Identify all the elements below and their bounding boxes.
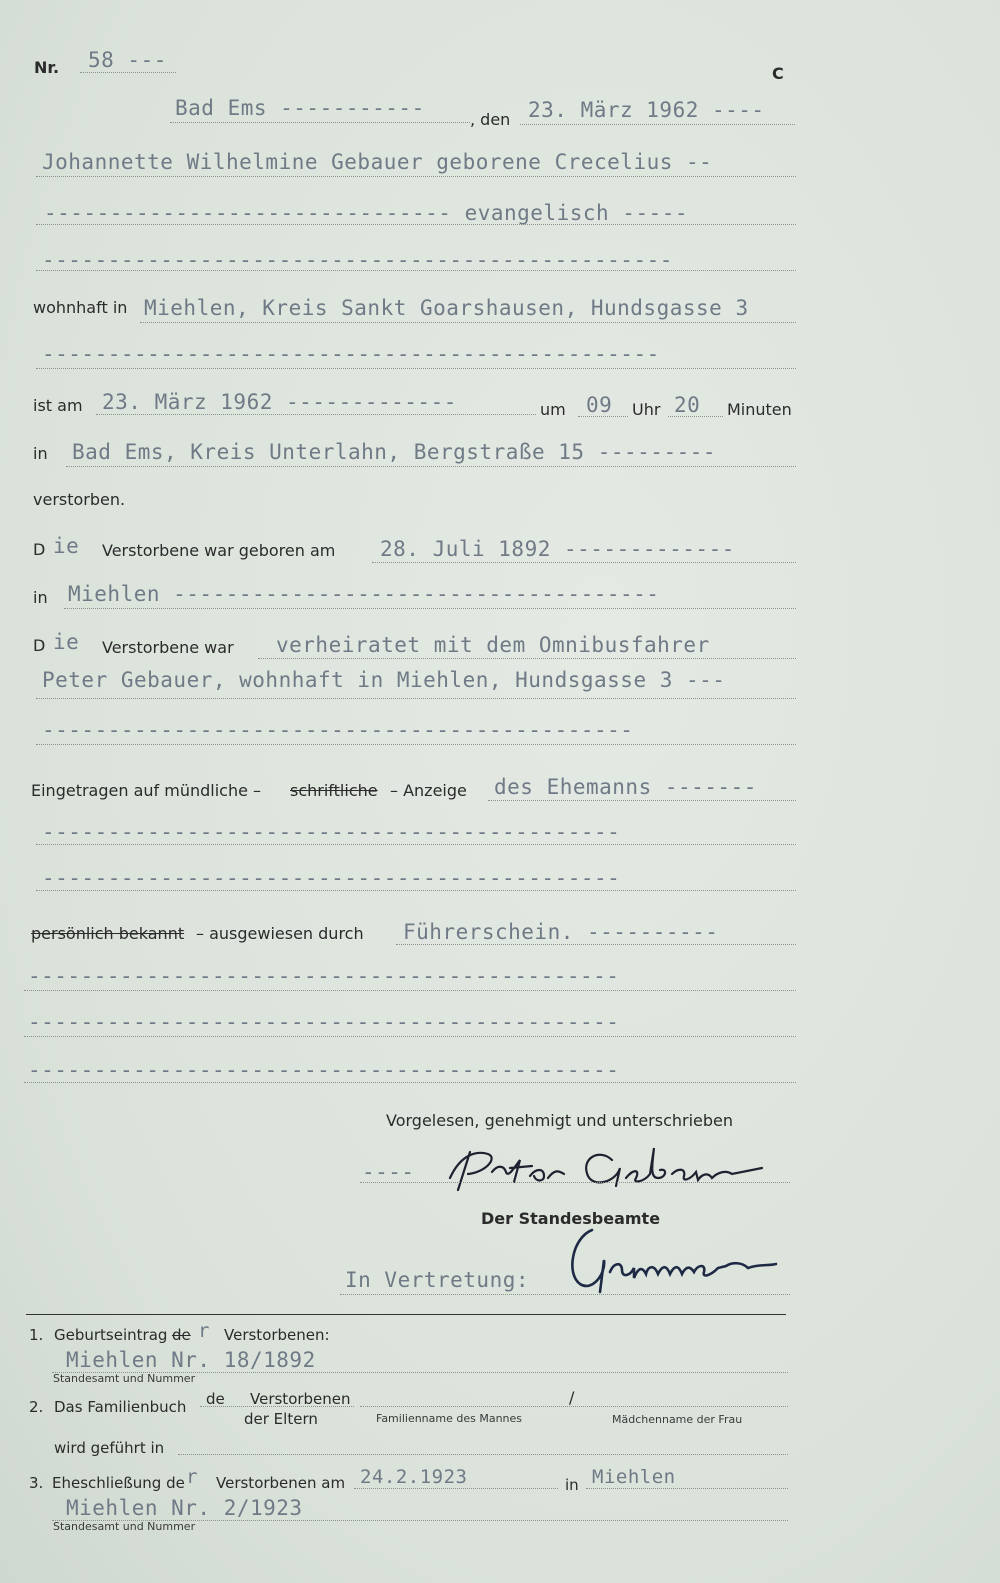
registration-dash-2: -------------------------------------------- (42, 866, 621, 890)
registration-dotline-1 (36, 844, 796, 845)
item-3-label-a: Eheschließung de (52, 1474, 185, 1492)
dash-dotline-2 (36, 368, 796, 369)
religion-line: ------------------------------- evangelisch ----- (44, 201, 689, 225)
death-date: 23. März 1962 ------------- (102, 390, 457, 414)
item-3-number: 3. (29, 1474, 44, 1492)
marriage-dotline-3 (36, 744, 796, 745)
registrar-title: Der Standesbeamte (481, 1209, 661, 1228)
footer-divider (26, 1314, 786, 1315)
item-2-de: de (206, 1390, 225, 1408)
registrar-line (340, 1294, 790, 1295)
residence-line (140, 322, 796, 323)
marriage-article: ie (53, 630, 80, 654)
item-3-article-typed: r (186, 1466, 198, 1488)
birth-place: Miehlen ------------------------------------- (68, 582, 660, 606)
registration-dotline-4 (24, 1036, 796, 1037)
birth-d-prefix: D (33, 540, 46, 559)
residence-value: Miehlen, Kreis Sankt Goarshausen, Hundsgasse 3 (144, 296, 749, 320)
item-3-caption: Standesamt und Nummer (53, 1520, 196, 1533)
read-approved-text: Vorgelesen, genehmigt und unterschrieben (386, 1111, 734, 1130)
uhr-label: Uhr (632, 400, 661, 419)
marriage-line-2 (36, 698, 796, 699)
item-2-caption-wife: Mädchenname der Frau (612, 1413, 743, 1426)
birth-in-label: in (33, 588, 48, 607)
entry-number: 58 --- (88, 48, 167, 72)
registry-place-line (170, 122, 470, 123)
registration-dotline-5 (24, 1082, 796, 1083)
ist-am-label: ist am (33, 396, 83, 415)
sig-prefix: ---- (362, 1160, 415, 1184)
death-in-label: in (33, 444, 48, 463)
marriage-text-2: Peter Gebauer, wohnhaft in Miehlen, Hundsgasse 3 --- (42, 668, 726, 692)
registration-dotline-2 (36, 890, 796, 891)
registration-value-line (488, 800, 796, 801)
death-date-line (96, 414, 536, 415)
birth-place-line (64, 608, 796, 609)
known-struck: persönlich bekannt (31, 924, 185, 943)
um-label: um (540, 400, 566, 419)
registration-dash-1: -------------------------------------------- (42, 820, 621, 844)
registration-dash-4: --------------------------------------------- (28, 1010, 620, 1034)
registration-label-2: – Anzeige (390, 781, 467, 800)
registrar-signature (562, 1218, 782, 1298)
identified-line (396, 944, 796, 945)
marriage-d-prefix: D (33, 636, 46, 655)
registration-dash-3: --------------------------------------------- (28, 964, 620, 988)
item-3-date-line (354, 1488, 558, 1489)
item-3-date: 24.2.1923 (360, 1466, 468, 1488)
identified-label: – ausgewiesen durch (196, 924, 364, 943)
signatory-signature (440, 1138, 770, 1198)
item-2-eltern: der Eltern (244, 1410, 318, 1428)
death-minutes-line (668, 416, 723, 417)
registry-date-line (520, 124, 795, 125)
registration-value: des Ehemanns ------- (494, 775, 757, 799)
death-hour-line (578, 416, 628, 417)
death-hour: 09 (586, 393, 613, 417)
item-2-kept-label: wird geführt in (54, 1439, 165, 1457)
item-3-place-line (586, 1488, 788, 1489)
deceased-name: Johannette Wilhelmine Gebauer geborene Crecelius -- (42, 150, 713, 174)
item-3-place: Miehlen (592, 1466, 676, 1488)
registry-place: Bad Ems ----------- (175, 96, 425, 120)
item-3-in-label: in (565, 1476, 579, 1494)
item-2-slash: / (569, 1388, 575, 1407)
nr-label: Nr. (34, 58, 60, 77)
corner-letter: C (772, 64, 784, 83)
registration-dash-5: --------------------------------------------- (28, 1058, 620, 1082)
registration-label-1: Eingetragen auf mündliche – (31, 781, 262, 800)
registry-date: 23. März 1962 ---- (528, 98, 765, 122)
birth-article: ie (53, 534, 80, 558)
religion-dotline (36, 224, 796, 225)
death-place: Bad Ems, Kreis Unterlahn, Bergstraße 15 --------- (72, 440, 717, 464)
in-vertretung: In Vertretung: (345, 1268, 530, 1292)
item-2-caption-husband: Familienname des Mannes (376, 1412, 523, 1425)
item-1-article-struck: de (172, 1326, 191, 1344)
marriage-label: Verstorbene war (102, 638, 234, 657)
item-3-value: Miehlen Nr. 2/1923 (66, 1496, 303, 1520)
birth-date: 28. Juli 1892 ------------- (380, 537, 735, 561)
residence-label: wohnhaft in (33, 298, 128, 317)
minuten-label: Minuten (727, 400, 792, 419)
death-place-line (66, 466, 796, 467)
den-label: , den (470, 110, 511, 129)
marriage-text-1: verheiratet mit dem Omnibusfahrer (276, 633, 710, 657)
birth-label: Verstorbene war geboren am (102, 541, 336, 560)
item-3-label-b: Verstorbenen am (216, 1474, 346, 1492)
item-2-number: 2. (29, 1398, 44, 1416)
item-1-value: Miehlen Nr. 18/1892 (66, 1348, 316, 1372)
identified-value: Führerschein. ---------- (403, 920, 719, 944)
item-2-verstorbenen: Verstorbenen (250, 1390, 351, 1408)
item-1-caption: Standesamt und Nummer (53, 1372, 196, 1385)
marriage-dash-line: --------------------------------------------- (42, 718, 634, 742)
death-minutes: 20 (674, 393, 701, 417)
dash-dotline-1 (36, 270, 796, 271)
item-1-number: 1. (29, 1326, 44, 1344)
signatory-line (360, 1182, 790, 1183)
item-2-line-b (360, 1406, 788, 1407)
item-2-kept-line (178, 1454, 788, 1455)
registration-dotline-3 (24, 990, 796, 991)
item-1-label-a: Geburtseintrag (54, 1326, 168, 1344)
registration-struck: schriftliche (290, 781, 378, 800)
birth-date-line (372, 562, 796, 563)
dash-line-2: ----------------------------------------------- (42, 342, 660, 366)
entry-number-line (80, 72, 176, 73)
item-1-article-typed: r (198, 1320, 210, 1342)
item-2-label: Das Familienbuch (54, 1398, 187, 1416)
item-2-line-a (200, 1406, 354, 1407)
verstorben-label: verstorben. (33, 490, 126, 509)
item-1-label-b: Verstorbenen: (224, 1326, 330, 1344)
dash-line-1: ------------------------------------------------ (42, 248, 673, 272)
marriage-line-1 (258, 658, 796, 659)
deceased-name-line (36, 176, 796, 177)
